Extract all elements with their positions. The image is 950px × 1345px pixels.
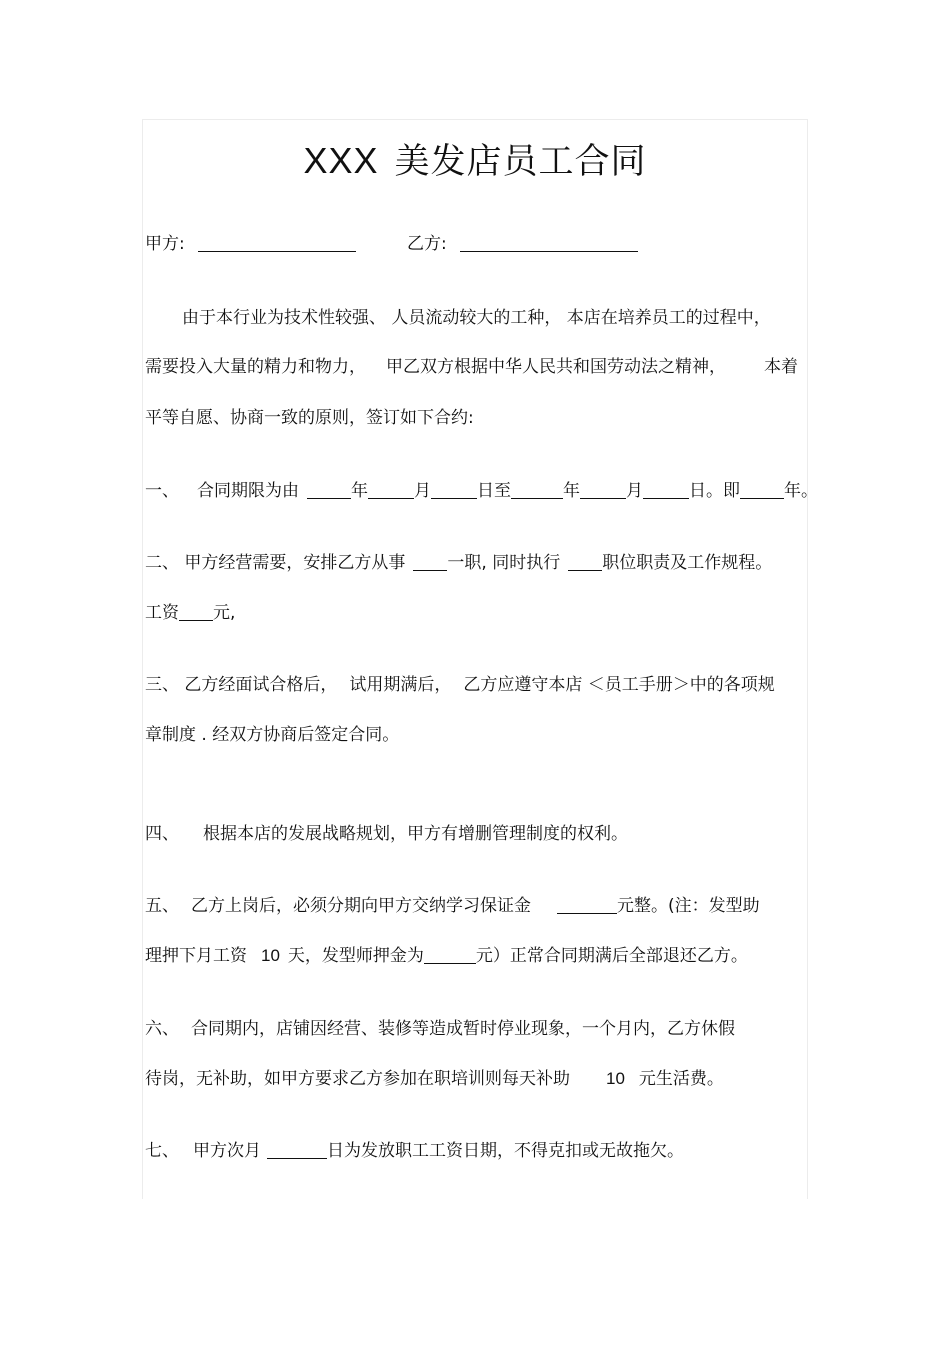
clause-5-line-2c: 元）正常合同期满后全部退还乙方。 bbox=[475, 946, 748, 966]
clause-3-line-1c: 乙方应遵守本店 ＜员工手册＞中的各项规 bbox=[463, 675, 775, 695]
clause-4 bbox=[145, 822, 805, 846]
clause-1-num: 一、 bbox=[145, 481, 179, 501]
title-latin: XXX bbox=[303, 140, 379, 181]
preamble-line-2c: 本着 bbox=[764, 357, 798, 377]
clause-1-year-2: 年 bbox=[563, 481, 580, 501]
clause-5-line-2b: 天，发型师押金为 bbox=[287, 946, 424, 966]
clause-7 bbox=[145, 1139, 805, 1163]
clause-6-line-2b: 元生活费。 bbox=[638, 1069, 724, 1089]
clause-5-days: 10 bbox=[261, 946, 280, 965]
position-blank[interactable] bbox=[413, 552, 447, 571]
clause-2-line-1 bbox=[145, 551, 805, 575]
clause-2-line-1a: 二、 甲方经营需要，安排乙方从事 bbox=[145, 553, 406, 573]
title-cn: 美发店员工合同 bbox=[394, 142, 647, 182]
clause-6-line-2a: 待岗，无补助，如甲方要求乙方参加在职培训则每天补助 bbox=[145, 1069, 570, 1089]
document-title bbox=[142, 138, 808, 185]
clause-3-line-1 bbox=[145, 673, 805, 697]
clause-7-num: 七、 bbox=[145, 1141, 179, 1161]
clause-4-text: 根据本店的发展战略规划，甲方有增删管理制度的权利。 bbox=[203, 824, 628, 844]
clause-4-num: 四、 bbox=[145, 824, 179, 844]
clause-7-text-a: 甲方次月 bbox=[193, 1141, 261, 1161]
parties-line bbox=[145, 232, 805, 256]
clause-5-line-1 bbox=[145, 894, 805, 918]
start-month-blank[interactable] bbox=[368, 480, 414, 499]
clause-2-line-2 bbox=[145, 601, 805, 625]
clause-1 bbox=[145, 479, 818, 503]
clause-5-line-2 bbox=[145, 944, 805, 968]
clause-3-line-2: 章制度 . 经双方协商后签定合同。 bbox=[145, 725, 400, 745]
clause-3-line-1a: 三、 乙方经面试合格后， bbox=[145, 675, 338, 695]
clause-6-line-2 bbox=[145, 1067, 805, 1091]
preamble-line-3: 平等自愿、协商一致的原则，签订如下合约: bbox=[145, 408, 474, 428]
party-b-label: 乙方: bbox=[406, 234, 447, 254]
clause-5-num: 五、 bbox=[145, 896, 179, 916]
clause-1-year: 年 bbox=[351, 481, 368, 501]
duties-blank[interactable] bbox=[568, 552, 602, 571]
clause-1-month-2: 月 bbox=[626, 481, 643, 501]
clause-5-line-1a: 乙方上岗后，必须分期向甲方交纳学习保证金 bbox=[191, 896, 531, 916]
clause-3-line-1b: 试用期满后， bbox=[349, 675, 452, 695]
clause-1-text: 合同期限为由 bbox=[197, 481, 299, 501]
clause-2-line-1b: 一职, 同时执行 bbox=[447, 553, 561, 573]
payday-blank[interactable] bbox=[267, 1140, 327, 1159]
party-a-label: 甲方: bbox=[145, 234, 185, 254]
clause-7-text-b: 日为发放职工工资日期，不得克扣或无故拖欠。 bbox=[327, 1141, 684, 1161]
clause-5-line-2a: 理押下月工资 bbox=[145, 946, 247, 966]
start-year-blank[interactable] bbox=[307, 480, 351, 499]
preamble-line-2b: 甲乙双方根据中华人民共和国劳动法之精神， bbox=[386, 357, 726, 377]
party-b-blank[interactable] bbox=[460, 233, 638, 252]
clause-1-year-end: 年。 bbox=[784, 481, 818, 501]
preamble-line-1: 由于本行业为技术性较强、 人员流动较大的工种， 本店在培养员工的过程中， bbox=[182, 308, 771, 328]
start-day-blank[interactable] bbox=[431, 480, 477, 499]
stylist-deposit-blank[interactable] bbox=[424, 945, 476, 964]
clause-1-day-i: 日。即 bbox=[689, 481, 740, 501]
clause-6-num: 六、 bbox=[145, 1019, 179, 1039]
clause-6-line-1 bbox=[145, 1017, 805, 1041]
duration-years-blank[interactable] bbox=[740, 480, 784, 499]
clause-6-line-1-text: 合同期内，店铺因经营、装修等造成暂时停业现象，一个月内，乙方休假 bbox=[191, 1019, 735, 1039]
salary-blank[interactable] bbox=[179, 602, 213, 621]
end-month-blank[interactable] bbox=[580, 480, 626, 499]
clause-2-line-2b: 元, bbox=[213, 603, 236, 623]
clause-2-line-1c: 职位职责及工作规程。 bbox=[602, 553, 773, 573]
clause-2-line-2a: 工资 bbox=[145, 603, 179, 623]
preamble-line-2a: 需要投入大量的精力和物力， bbox=[145, 357, 366, 377]
end-day-blank[interactable] bbox=[643, 480, 689, 499]
deposit-amount-blank[interactable] bbox=[557, 895, 617, 914]
end-year-blank[interactable] bbox=[511, 480, 563, 499]
preamble-line-2 bbox=[145, 355, 805, 379]
clause-5-line-1b: 元整。(注：发型助 bbox=[617, 896, 760, 916]
clause-1-day-to: 日至 bbox=[477, 481, 511, 501]
clause-6-allowance: 10 bbox=[606, 1069, 625, 1088]
clause-1-month: 月 bbox=[414, 481, 431, 501]
party-a-blank[interactable] bbox=[198, 233, 356, 252]
